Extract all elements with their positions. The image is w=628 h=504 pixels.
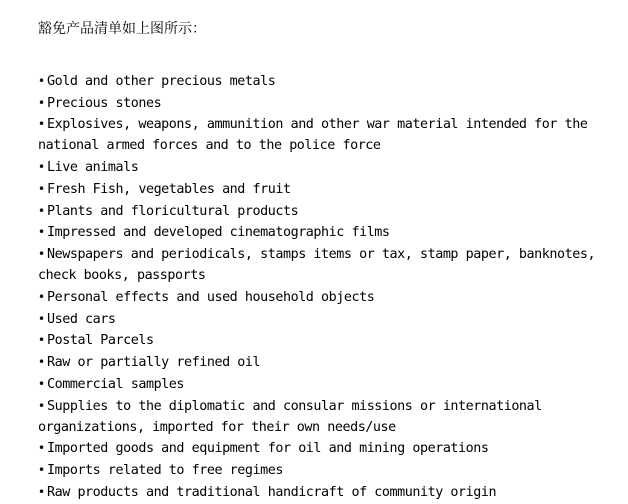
bullet-icon: • <box>38 73 45 88</box>
list-item <box>38 179 608 201</box>
exempt-products-document <box>38 19 608 504</box>
bullet-icon: • <box>38 484 45 499</box>
list-item <box>38 157 608 179</box>
bullet-icon: • <box>38 355 45 370</box>
list-item <box>38 374 608 396</box>
list-item-text: Impressed and developed cinematographic films <box>47 225 390 241</box>
bullet-icon: • <box>38 95 45 110</box>
list-item-text: Explosives, weapons, ammunition and other war material intended for the national armed forces and to the police force <box>38 117 588 154</box>
list-item-text: Commercial samples <box>47 376 185 392</box>
bullet-icon: • <box>38 463 45 478</box>
list-item-text: Personal effects and used household objects <box>47 289 375 305</box>
list-item-text: Live animals <box>47 159 139 175</box>
list-item-text: Postal Parcels <box>47 333 154 349</box>
bullet-icon: • <box>38 333 45 348</box>
list-item <box>38 309 608 331</box>
list-item-text: Imports related to free regimes <box>47 463 283 479</box>
list-item-text: Raw or partially refined oil <box>47 355 261 371</box>
bullet-icon: • <box>38 181 45 196</box>
page-heading: 豁免产品清单如上图所示： <box>38 21 206 37</box>
list-item <box>38 438 608 460</box>
list-item <box>38 396 608 439</box>
list-item-text: Newspapers and periodicals, stamps items or tax, stamp paper, banknotes, check books, passports <box>38 247 596 283</box>
list-item <box>38 287 608 309</box>
list-item-text: Raw products and traditional handicraft of community origin <box>47 484 497 500</box>
list-item <box>38 201 608 223</box>
list-item-text: Gold and other precious metals <box>47 73 276 89</box>
list-item <box>38 114 608 157</box>
list-item <box>38 482 608 504</box>
bullet-icon: • <box>38 247 45 262</box>
list-item <box>38 460 608 482</box>
bullet-icon: • <box>38 376 45 391</box>
exempt-products-list <box>38 71 608 504</box>
list-item-text: Imported goods and equipment for oil and mining operations <box>47 441 489 457</box>
list-item <box>38 222 608 244</box>
bullet-icon: • <box>38 159 45 174</box>
list-item <box>38 244 608 287</box>
list-item <box>38 93 608 115</box>
bullet-icon: • <box>38 398 45 413</box>
list-item-text: Fresh Fish, vegetables and fruit <box>47 181 291 197</box>
list-item <box>38 71 608 93</box>
bullet-icon: • <box>38 289 45 304</box>
bullet-icon: • <box>38 203 45 218</box>
bullet-icon: • <box>38 117 45 132</box>
list-item-text: Plants and floricultural products <box>47 203 299 219</box>
bullet-icon: • <box>38 225 45 240</box>
list-item <box>38 330 608 352</box>
list-item-text: Precious stones <box>47 95 162 111</box>
list-item-text: Used cars <box>47 311 116 327</box>
list-item-text: Supplies to the diplomatic and consular missions or international organizations, imported for their own needs/use <box>38 398 542 435</box>
bullet-icon: • <box>38 311 45 326</box>
list-item <box>38 352 608 374</box>
bullet-icon: • <box>38 441 45 456</box>
